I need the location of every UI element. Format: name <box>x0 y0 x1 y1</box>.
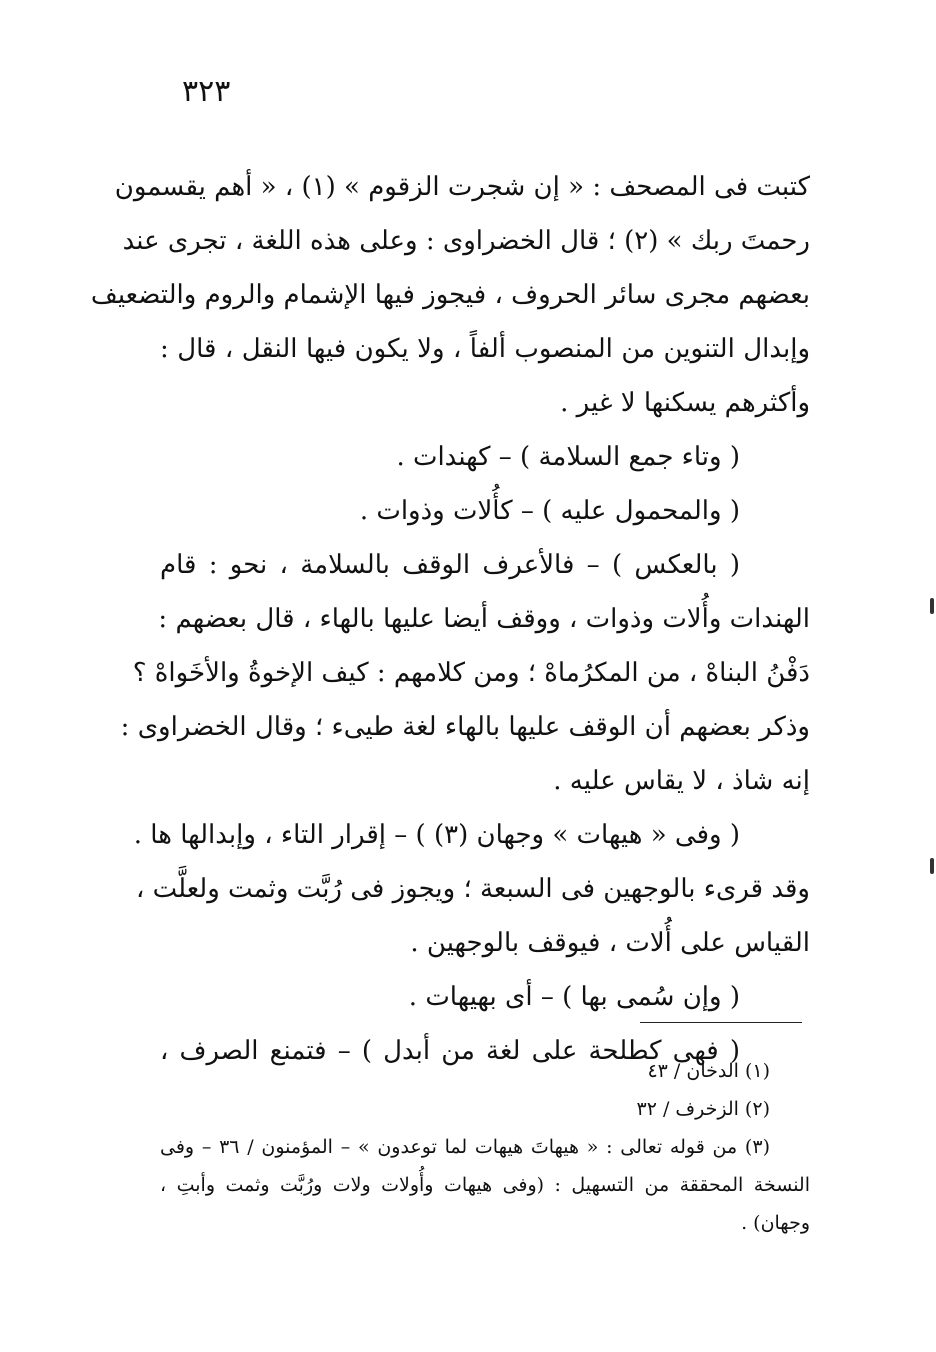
page-number: ٣٢٣ <box>182 74 231 109</box>
text-line: ( فهى كطلحة على لغة من أبدل ) – فتمنع الصرف ، <box>160 1036 740 1066</box>
scan-edge-mark <box>930 598 934 614</box>
text-line: رحمتَ ربك » (٢) ؛ قال الخضراوى : وعلى هذه اللغة ، تجرى عند <box>122 226 810 256</box>
text-line: ( بالعكس ) – فالأعرف الوقف بالسلامة ، نحو : قام <box>160 550 740 580</box>
text-line: وإبدال التنوين من المنصوب ألفاً ، ولا يكون فيها النقل ، قال : <box>160 334 810 364</box>
text-line: الهندات وأُلات وذوات ، ووقف أيضا عليها بالهاء ، قال بعضهم : <box>158 604 810 634</box>
text-line: وذكر بعضهم أن الوقف عليها بالهاء لغة طيىء ؛ وقال الخضراوى : <box>120 712 810 742</box>
footnote-1: (١) الدخان / ٤٣ <box>647 1060 770 1082</box>
text-line: كتبت فى المصحف : « إن شجرت الزقوم » (١) ، « أهم يقسمون <box>114 172 810 202</box>
scan-edge-mark <box>930 858 934 874</box>
text-line: وأكثرهم يسكنها لا غير . <box>560 388 810 418</box>
footnotes <box>160 1052 810 1242</box>
footnote-3-line: (٣) من قوله تعالى : « هيهاتَ هيهات لما توعدون » – المؤمنون / ٣٦ – وفى <box>160 1136 770 1158</box>
text-line: إنه شاذ ، لا يقاس عليه . <box>553 766 810 796</box>
text-line: ( والمحمول عليه ) – كأُلات وذوات . <box>359 496 740 526</box>
footnote-3-line: وجهان) . <box>741 1212 810 1234</box>
text-line: القياس على أُلات ، فيوقف بالوجهين . <box>410 928 810 958</box>
footnote-3-line: النسخة المحققة من التسهيل : (وفى هيهات وأُولات ولات ورُبَّت وثمت وأبتِ ، <box>160 1174 810 1196</box>
text-line: ( وفى « هيهات » وجهان (٣) ) – إقرار التاء ، وإبدالها ها . <box>133 820 740 850</box>
text-line: ( وتاء جمع السلامة ) – كهندات . <box>396 442 740 472</box>
text-line: بعضهم مجرى سائر الحروف ، فيجوز فيها الإشمام والروم والتضعيف <box>90 280 810 310</box>
main-text <box>90 160 810 1078</box>
text-line: دَفْنُ البناهْ ، من المكرُماهْ ؛ ومن كلامهم : كيف الإخوةُ والأخَواهْ ؟ <box>132 658 810 688</box>
text-line: وقد قرىء بالوجهين فى السبعة ؛ ويجوز فى رُبَّت وثمت ولعلَّت ، <box>135 874 810 904</box>
text-line: ( وإن سُمى بها ) – أى بهيهات . <box>408 982 740 1012</box>
footnote-2: (٢) الزخرف / ٣٢ <box>636 1098 770 1120</box>
footnote-divider <box>640 1022 802 1023</box>
